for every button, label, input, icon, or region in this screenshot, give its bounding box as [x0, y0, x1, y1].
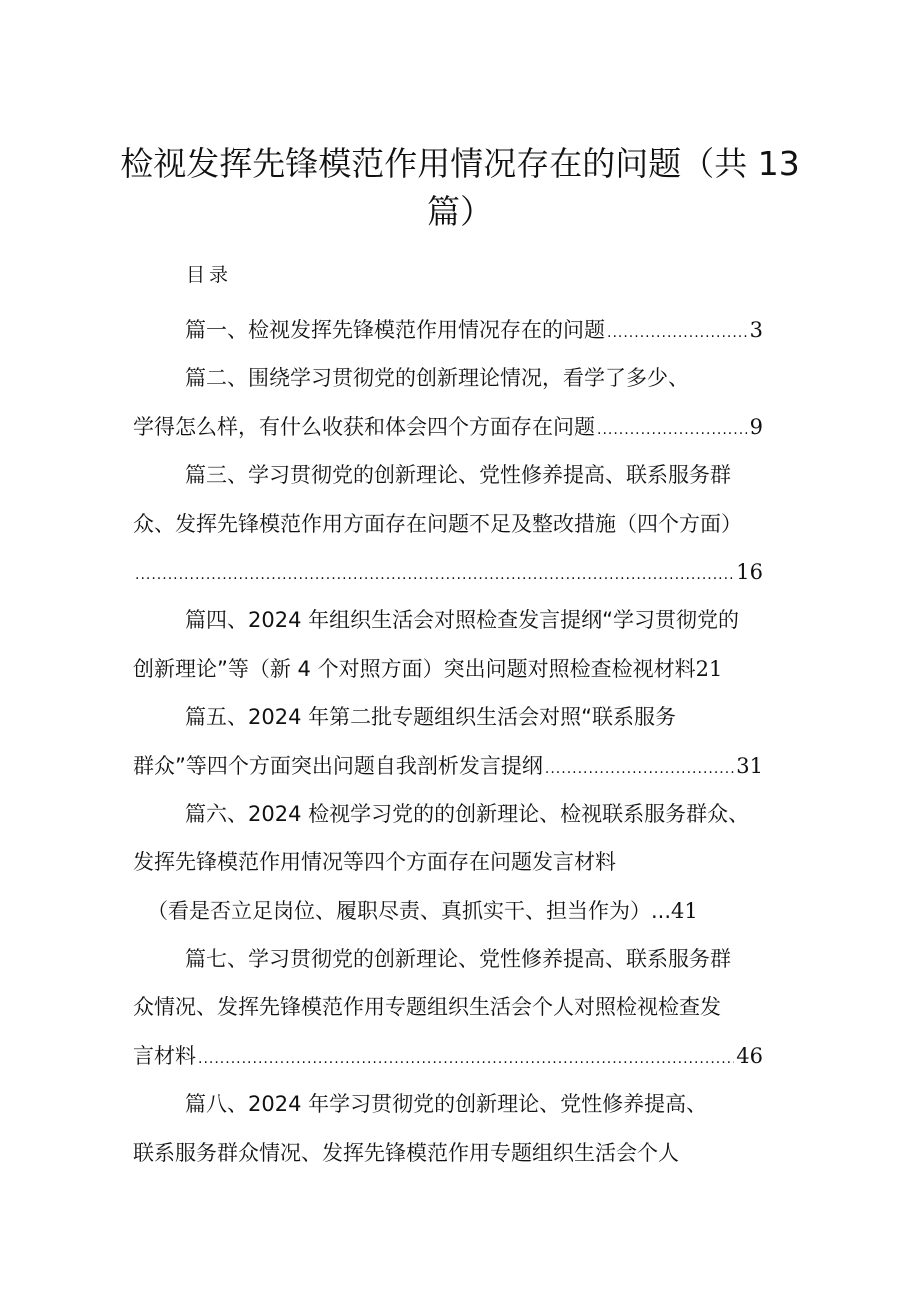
toc-entry-3[interactable]	[133, 451, 793, 596]
leader-dots	[607, 309, 748, 357]
toc-entry-text: 学得怎么样，有什么收获和体会四个方面存在问题	[133, 414, 595, 439]
toc-entry-text: 联系服务群众情况、发挥先锋模范作用专题组织生活会个人	[133, 1140, 679, 1165]
toc-entry-text: 言材料	[133, 1043, 196, 1068]
toc-entry-2[interactable]	[133, 354, 793, 451]
toc-entry-text: 创新理论”等（新 4 个对照方面）突出问题对照检查检视材料	[133, 656, 696, 681]
table-of-contents	[133, 306, 793, 1177]
toc-entry-4[interactable]	[133, 596, 793, 693]
toc-entry-text: 篇四、2024 年组织生活会对照检查发言提纲“学习贯彻党的	[185, 608, 739, 633]
toc-entry-text: （看是否立足岗位、履职尽责、真抓实干、担当作为）...	[147, 898, 672, 923]
toc-entry-5[interactable]	[133, 693, 793, 790]
toc-entry-text: 发挥先锋模范作用情况等四个方面存在问题发言材料	[133, 850, 616, 875]
toc-entry-text: 众情况、发挥先锋模范作用专题组织生活会个人对照检视检查发	[133, 995, 721, 1020]
toc-entry-8[interactable]	[133, 1080, 793, 1177]
toc-page-number: 16	[736, 559, 763, 584]
toc-page-number: 21	[695, 656, 723, 681]
toc-entry-text: 群众”等四个方面突出问题自我剖析发言提纲	[133, 753, 543, 778]
toc-heading: 目录	[186, 264, 233, 286]
toc-entry-text: 篇二、围绕学习贯彻党的创新理论情况，看学了多少、	[185, 366, 689, 391]
toc-page-number: 41	[671, 898, 698, 923]
toc-entry-1[interactable]	[133, 306, 793, 354]
toc-entry-text: 众、发挥先锋模范作用方面存在问题不足及整改措施（四个方面）	[133, 511, 742, 536]
toc-page-number: 3	[749, 318, 763, 342]
toc-page-number: 46	[736, 1043, 763, 1068]
leader-dots	[135, 551, 734, 599]
toc-entry-text: 篇七、学习贯彻党的创新理论、党性修养提高、联系服务群	[185, 947, 731, 972]
toc-entry-7[interactable]	[133, 935, 793, 1080]
toc-entry-text: 篇一、检视发挥先锋模范作用情况存在的问题	[185, 318, 605, 342]
toc-page-number: 31	[736, 753, 763, 778]
leader-dots	[545, 745, 734, 793]
toc-entry-text: 篇三、学习贯彻党的创新理论、党性修养提高、联系服务群	[185, 463, 731, 488]
title-line-1: 检视发挥先锋模范作用情况存在的问题（共 13	[120, 144, 800, 183]
toc-entry-6[interactable]	[133, 790, 793, 935]
document-title	[120, 140, 800, 236]
toc-entry-text: 篇八、2024 年学习贯彻党的创新理论、党性修养提高、	[185, 1092, 708, 1117]
leader-dots	[597, 406, 748, 454]
toc-entry-text: 篇五、2024 年第二批专题组织生活会对照“联系服务	[185, 705, 676, 730]
title-line-2: 篇）	[427, 192, 493, 231]
toc-page-number: 9	[749, 414, 763, 439]
toc-entry-text: 篇六、2024 检视学习党的的创新理论、检视联系服务群众、	[185, 801, 750, 826]
leader-dots	[198, 1035, 734, 1083]
